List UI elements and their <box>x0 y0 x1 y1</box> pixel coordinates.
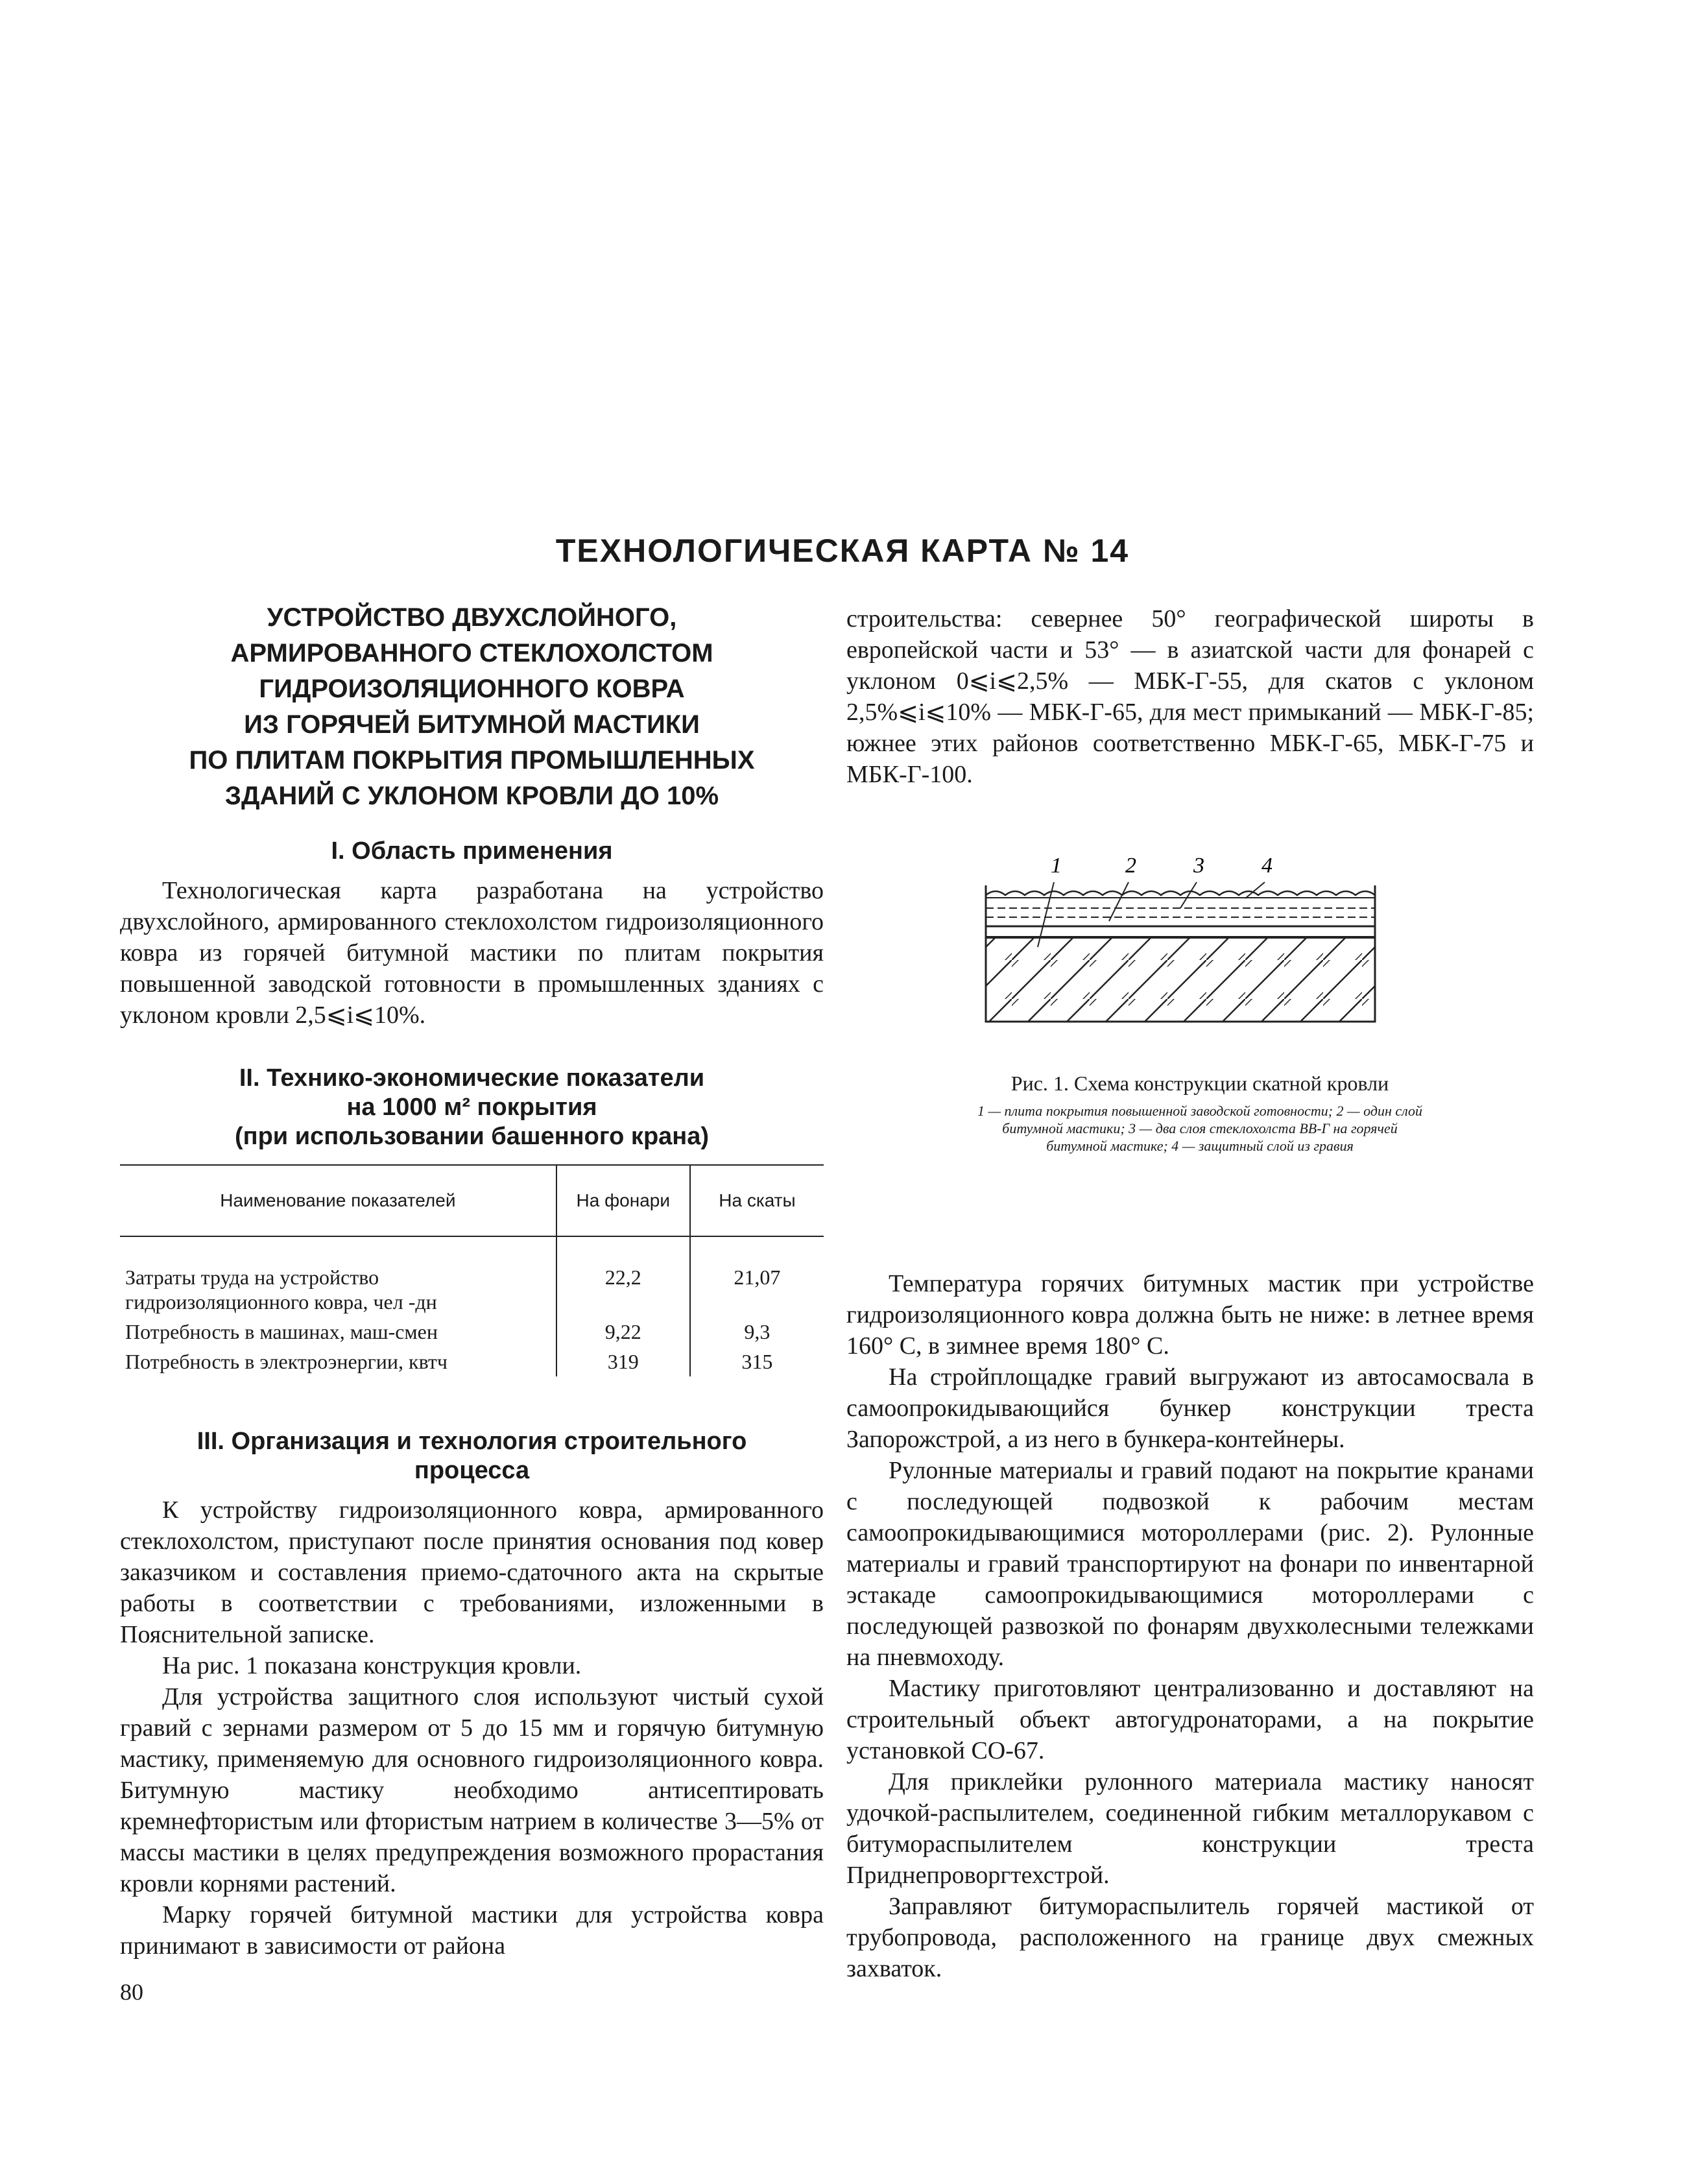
section-3-heading-line: процесса <box>414 1457 530 1484</box>
figure-legend: 1 — плита покрытия повышенной заводской готовности; 2 — один слой битумной мастики; 3 — два слоя стеклохолста ВВ-Г на горячей битумной мастике; 4 — защитный слой из гравия <box>977 1103 1423 1154</box>
table-cell-name: Потребность в электроэнергии, квтч <box>125 1350 448 1373</box>
section-3-heading-line: III. Организация и технология строительного <box>197 1428 747 1455</box>
section-1-heading: I. Область применения <box>331 837 613 865</box>
table-cell-slopes: 21,07 <box>734 1266 781 1289</box>
right-paragraph: Температура горячих битумных мастик при устройстве гидроизоляционного ковра должна быть не ниже: в летнее время 160° С, в зимнее время 180° С. <box>846 1270 1534 1360</box>
subtitle-line: ПО ПЛИТАМ ПОКРЫТИЯ ПРОМЫШЛЕННЫХ <box>189 746 755 774</box>
table-cell-name: Затраты труда на устройство гидроизоляционного ковра, чел -дн <box>125 1266 437 1314</box>
right-column-top <box>846 603 1534 790</box>
section-2-heading-line: на 1000 м² покрытия <box>346 1094 597 1121</box>
diagram-label-2: 2 <box>1125 854 1136 878</box>
section-2-heading <box>120 1064 824 1151</box>
subtitle-line: ГИДРОИЗОЛЯЦИОННОГО КОВРА <box>259 675 685 703</box>
subtitle-line: АРМИРОВАННОГО СТЕКЛОХОЛСТОМ <box>230 639 713 667</box>
right-column-body <box>846 1268 1534 1984</box>
table-cell-slopes: 315 <box>741 1350 773 1373</box>
table-cell-lanterns: 22,2 <box>556 1262 690 1317</box>
leader-line-4 <box>1245 882 1265 898</box>
subtitle-line: УСТРОЙСТВО ДВУХСЛОЙНОГО, <box>267 603 677 632</box>
table-header-lanterns: На фонари <box>556 1165 690 1236</box>
section-2-heading-line: II. Технико-экономические показатели <box>239 1064 705 1092</box>
diagram-label-4: 4 <box>1261 854 1273 878</box>
table-row <box>120 1317 824 1347</box>
right-paragraph: На стройплощадке гравий выгружают из автосамосвала в самоопрокидывающийся бункер конструкции треста Запорожстрой, а из него в бункера-контейнеры. <box>846 1363 1534 1453</box>
gravel-layer <box>986 891 1375 895</box>
table-row <box>120 1347 824 1376</box>
figure-1 <box>973 843 1427 1155</box>
section-2-heading-line: (при использовании башенного крана) <box>234 1123 710 1150</box>
diagram-label-3: 3 <box>1193 854 1204 878</box>
section-3-heading <box>120 1427 824 1485</box>
section-3-paragraph: Для устройства защитного слоя используют чистый сухой гравий с зернами размером от 5 до 15 мм и горячую битумную мастику, применяемую для основного гидроизоляционного ковра. Битумную мастику необходимо антисептировать кремнефтористым или фтористым натрием в количестве 3—5% от массы мастики в целях предупреждения возможного прорастания кровли корнями растений. <box>120 1683 824 1897</box>
section-1-text: Технологическая карта разработана на устройство двухслойного, армированного стеклохолстом гидроизоляционного ковра из горячей битумной мастики по плитам покрытия повышенной заводской готовности в промышленных зданиях с уклоном кровли 2,5⩽i⩽10%. <box>120 877 824 1029</box>
table-header-name: Наименование показателей <box>220 1190 456 1210</box>
section-3 <box>120 1427 824 1962</box>
leader-line-2 <box>1109 882 1129 921</box>
subtitle-line: ИЗ ГОРЯЧЕЙ БИТУМНОЙ МАСТИКИ <box>244 710 700 739</box>
table-spacer-row <box>120 1236 824 1262</box>
roof-construction-diagram <box>973 843 1427 1057</box>
page-number: 80 <box>120 1979 143 2005</box>
table-header-slopes: На скаты <box>719 1190 796 1210</box>
right-paragraph: Рулонные материалы и гравий подают на покрытие кранами с последующей подвозкой к рабочим местам самоопрокидывающимися мотороллерами (рис. 2). Рулонные материалы и гравий транспортируют на фонари по инвентарной эстакаде самоопрокидывающимися мотороллерами с последующей развозкой по фонарям двухколесными тележками на пневмоходу. <box>846 1457 1534 1671</box>
figure-caption: Рис. 1. Схема конструкции скатной кровли <box>1010 1072 1389 1095</box>
table-cell-name: Потребность в машинах, маш-смен <box>125 1320 438 1343</box>
indicators-table <box>120 1164 824 1376</box>
leader-line-3 <box>1180 882 1197 908</box>
table-cell-slopes: 9,3 <box>744 1320 771 1343</box>
right-paragraph: Мастику приготовляют централизованно и доставляют на строительный объект автогудронаторами, а на покрытие установкой СО-67. <box>846 1675 1534 1764</box>
section-1 <box>120 837 824 1031</box>
section-3-paragraph: На рис. 1 показана конструкция кровли. <box>162 1652 582 1679</box>
document-subtitle <box>120 600 824 814</box>
table-row <box>120 1262 824 1317</box>
diagram-label-1: 1 <box>1051 854 1062 878</box>
section-3-paragraph: К устройству гидроизоляционного ковра, армированного стеклохолстом, приступают после принятия основания под ковер заказчиком и составления приемо-сдаточного акта на скрытые работы в соответствии с требованиями, изложенными в Пояснительной записке. <box>120 1496 824 1648</box>
table-cell-lanterns: 319 <box>556 1347 690 1376</box>
page-title: ТЕХНОЛОГИЧЕСКАЯ КАРТА № 14 <box>555 533 1130 569</box>
right-paragraph: Заправляют битумораспылитель горячей мастикой от трубопровода, расположенного на границе двух смежных захваток. <box>846 1893 1534 1982</box>
roof-slab <box>986 937 1375 1022</box>
table-cell-lanterns: 9,22 <box>556 1317 690 1347</box>
continuation-paragraph: строительства: севернее 50° географической широты в европейской части и 53° — в азиатской части для фонарей с уклоном 0⩽i⩽2,5% — МБК-Г-55, для скатов с уклоном 2,5%⩽i⩽10% — МБК-Г-65, для мест примыканий — МБК-Г-85; южнее этих районов соответственно МБК-Г-65, МБК-Г-75 и МБК-Г-100. <box>846 605 1534 788</box>
section-2 <box>120 1064 824 1376</box>
table-header-row <box>120 1165 824 1236</box>
section-3-paragraph: Марку горячей битумной мастики для устройства ковра принимают в зависимости от района <box>120 1901 824 1960</box>
subtitle-line: ЗДАНИЙ С УКЛОНОМ КРОВЛИ ДО 10% <box>224 782 719 810</box>
right-paragraph: Для приклейки рулонного материала мастику наносят удочкой-распылителем, соединенной гибким металлорукавом с битумораспылителем конструкции треста Приднепроворгтехстрой. <box>846 1768 1534 1889</box>
